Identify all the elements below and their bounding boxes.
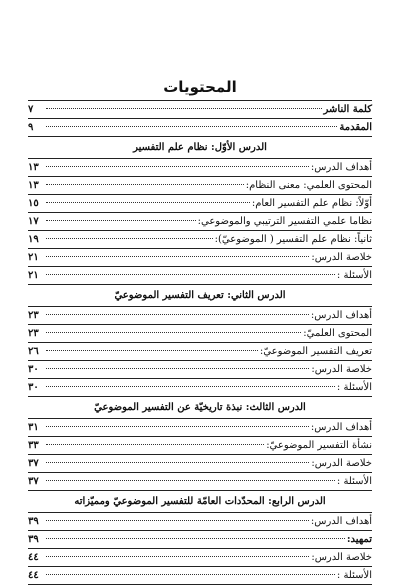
toc-entry-label: خلاصة الدرس: [311,364,372,375]
toc-entry-page: ١٣ [28,162,39,173]
toc-entry-page: ٣٠ [28,382,39,393]
toc-entry-label: نشأة التفسير الموضوعيّ: [266,440,372,451]
toc-entry-page: ٢٣ [28,310,39,321]
lesson-3-heading[interactable]: الدرس الثالث: نبذة تاريخيّة عن التفسير الموضوعيّ [28,397,372,419]
toc-entry-introduction[interactable] [28,119,372,137]
toc-entry[interactable] [28,231,372,249]
toc-entry-page: ١٧ [28,216,39,227]
dot-leader [46,314,309,315]
toc-entry-label: الأسئلة : [336,270,372,281]
dot-leader [46,386,335,387]
dot-leader [46,426,309,427]
dot-leader [46,166,309,167]
toc-entry-page: ٣٩ [28,534,39,545]
dot-leader [46,274,335,275]
toc-entry-label: نظاما علمي التفسير الترتيبي والموضوعي: [197,216,372,227]
toc-entry[interactable] [28,307,372,325]
dot-leader [46,126,337,127]
toc-entry-page: ٤٤ [28,552,39,563]
toc-entry-label: الأسئلة : [336,476,372,487]
toc-entry-page: ١٣ [28,180,39,191]
toc-entry-page: ٤٤ [28,570,39,581]
toc-entry[interactable] [28,437,372,455]
dot-leader [46,332,301,333]
dot-leader [46,220,196,221]
toc-entry-label: أهداف الدرس: [310,422,372,433]
toc-entry-page: ٩ [28,122,34,133]
toc-entry[interactable] [28,473,372,491]
dot-leader [46,538,345,539]
toc-entry-label: الأسئلة : [336,382,372,393]
dot-leader [46,462,309,463]
toc-entry-page: ٣٠ [28,364,39,375]
toc-entry[interactable] [28,177,372,195]
dot-leader [46,444,264,445]
toc-entry-label: خلاصة الدرس: [311,458,372,469]
toc-entry[interactable] [28,379,372,397]
toc-entry[interactable] [28,159,372,177]
toc-entry-page: ٧ [28,104,34,115]
toc-entry-label: خلاصة الدرس: [311,252,372,263]
toc-entry-label: أهداف الدرس: [310,162,372,173]
toc-entry-label: تمهيد: [346,534,372,545]
toc-entry-label: ثانياً: نظام علم التفسير ( الموضوعيّ): [214,234,372,245]
toc-entry[interactable] [28,343,372,361]
toc-entry[interactable] [28,249,372,267]
table-of-contents [28,100,372,585]
page-title: المحتويات [163,78,237,96]
dot-leader [46,480,335,481]
lesson-2-heading[interactable]: الدرس الثاني: تعريف التفسير الموضوعيّ [28,285,372,307]
toc-entry-publisher-word[interactable] [28,101,372,119]
toc-entry-label: أوّلاً: نظام علم التفسير العام: [251,198,372,209]
toc-entry-page: ٢١ [28,252,39,263]
toc-entry-label: المحتوى العلمي: معنى النظام: [245,180,372,191]
toc-entry-label: تعريف التفسير الموضوعيّ: [259,346,372,357]
toc-entry[interactable] [28,567,372,585]
toc-entry-page: ٢٣ [28,328,39,339]
toc-entry-label: المحتوى العلميّ: [303,328,372,339]
toc-entry-page: ٣٧ [28,458,39,469]
toc-entry-page: ١٩ [28,234,39,245]
dot-leader [46,556,309,557]
toc-entry[interactable] [28,267,372,285]
dot-leader [46,368,309,369]
toc-entry-page: ٣٣ [28,440,39,451]
toc-entry-page: ٣٩ [28,516,39,527]
toc-entry[interactable] [28,213,372,231]
toc-entry-label: المقدمة [339,122,372,133]
toc-entry[interactable] [28,325,372,343]
toc-entry-page: ١٥ [28,198,39,209]
toc-entry-page: ٢١ [28,270,39,281]
toc-entry-label: أهداف الدرس: [310,516,372,527]
toc-entry-page: ٢٦ [28,346,39,357]
toc-entry[interactable] [28,361,372,379]
toc-entry[interactable] [28,455,372,473]
lesson-4-heading[interactable]: الدرس الرابع: المحدّدات العامّة للتفسير الموضوعيّ ومميّزاته [28,491,372,513]
dot-leader [46,184,244,185]
toc-entry[interactable] [28,195,372,213]
toc-entry[interactable] [28,531,372,549]
toc-entry[interactable] [28,513,372,531]
dot-leader [46,520,309,521]
toc-entry[interactable] [28,549,372,567]
toc-entry-page: ٣٧ [28,476,39,487]
toc-entry-label: خلاصة الدرس: [311,552,372,563]
dot-leader [46,108,322,109]
dot-leader [46,350,258,351]
dot-leader [46,256,309,257]
toc-entry-label: أهداف الدرس: [310,310,372,321]
toc-entry-label: كلمة الناشر [323,104,372,115]
dot-leader [46,202,250,203]
dot-leader [46,238,213,239]
toc-entry-label: الأسئلة : [336,570,372,581]
lesson-1-heading[interactable]: الدرس الأوّل: نظام علم التفسير [28,137,372,159]
toc-entry-page: ٣١ [28,422,39,433]
toc-entry[interactable] [28,419,372,437]
